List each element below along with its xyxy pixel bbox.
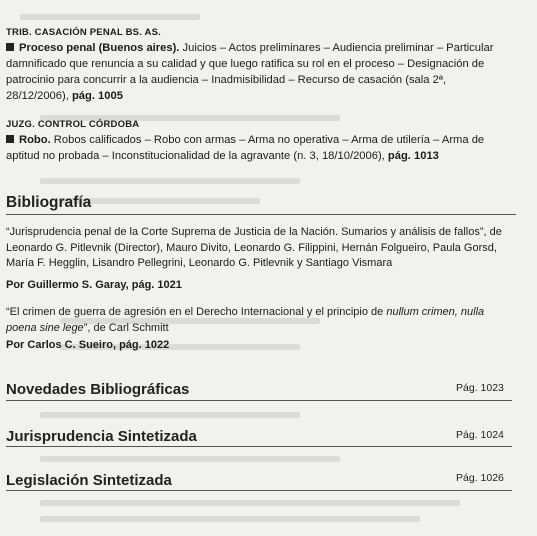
jurisprudencia-page: Pág. 1024 bbox=[456, 429, 504, 441]
legislacion-rule bbox=[6, 490, 512, 491]
jurisprudencia-rule bbox=[6, 446, 512, 447]
bibliografia-title: Bibliografía bbox=[6, 194, 92, 211]
bib-item-1-author: Por Guillermo S. Garay, pág. 1021 bbox=[6, 279, 182, 291]
entry-page: pág. 1013 bbox=[387, 150, 439, 162]
entry-text: Robos calificados – Robo con armas – Arma no operativa – Arma de utilería – Arma de aptitud no probada – Inconstitucionalidad de la agravante (n. 3, 18/10/2006), bbox=[6, 134, 485, 162]
bib-item-2-italic: nullum crimen, nulla poena sine lege bbox=[6, 306, 485, 334]
jurisprudencia-title: Jurisprudencia Sintetizada bbox=[6, 428, 197, 445]
entry-title: Proceso penal (Buenos aires). bbox=[19, 42, 180, 54]
court-heading-cordoba: JUZG. CONTROL CÓRDOBA bbox=[6, 119, 140, 130]
square-bullet-icon bbox=[6, 43, 14, 51]
entry-title: Robo. bbox=[19, 134, 51, 146]
novedades-title: Novedades Bibliográficas bbox=[6, 381, 190, 398]
bib-item-2-text-b: ”, de Carl Schmitt bbox=[83, 321, 169, 334]
entry-text: Juicios – Actos preliminares – Audiencia preliminar – Particular damnificado que renuncia a su calidad y que luego ratifica su rol en el proceso – Designación de patrocinio para concurrir a la audiencia – Inadmisibilidad – Recurso de casación (sala 2ª, 28/12/2006), bbox=[6, 42, 494, 102]
bib-item-2-author: Por Carlos C. Sueiro, pág. 1022 bbox=[6, 339, 170, 351]
entry-robo bbox=[6, 132, 506, 164]
bib-item-1-text: “Jurisprudencia penal de la Corte Suprema de Justicia de la Nación. Sumarios y análisis de fallos”, de Leonardo G. Pitlevnik (Director), Mauro Divito, Leonardo G. Filippini, Hernán Folgueiro, Paula Gorsd, María F. Hegglin, Lisandro Pellegrini, Leonardo G. Pitlevnik y Santiago Vismara bbox=[6, 226, 502, 269]
entry-page: pág. 1005 bbox=[71, 90, 123, 102]
legislacion-page: Pág. 1026 bbox=[456, 472, 504, 484]
novedades-rule bbox=[6, 400, 512, 401]
legislacion-title: Legislación Sintetizada bbox=[6, 472, 172, 489]
square-bullet-icon bbox=[6, 135, 14, 143]
court-heading-casacion: TRIB. CASACIÓN PENAL BS. AS. bbox=[6, 27, 161, 38]
entry-proceso-penal bbox=[6, 40, 506, 104]
bib-item-2-text bbox=[6, 305, 506, 336]
bibliografia-rule bbox=[6, 214, 516, 215]
novedades-page: Pág. 1023 bbox=[456, 382, 504, 394]
bib-item-2-text-a: “El crimen de guerra de agresión en el Derecho Internacional y el principio de bbox=[6, 306, 387, 318]
